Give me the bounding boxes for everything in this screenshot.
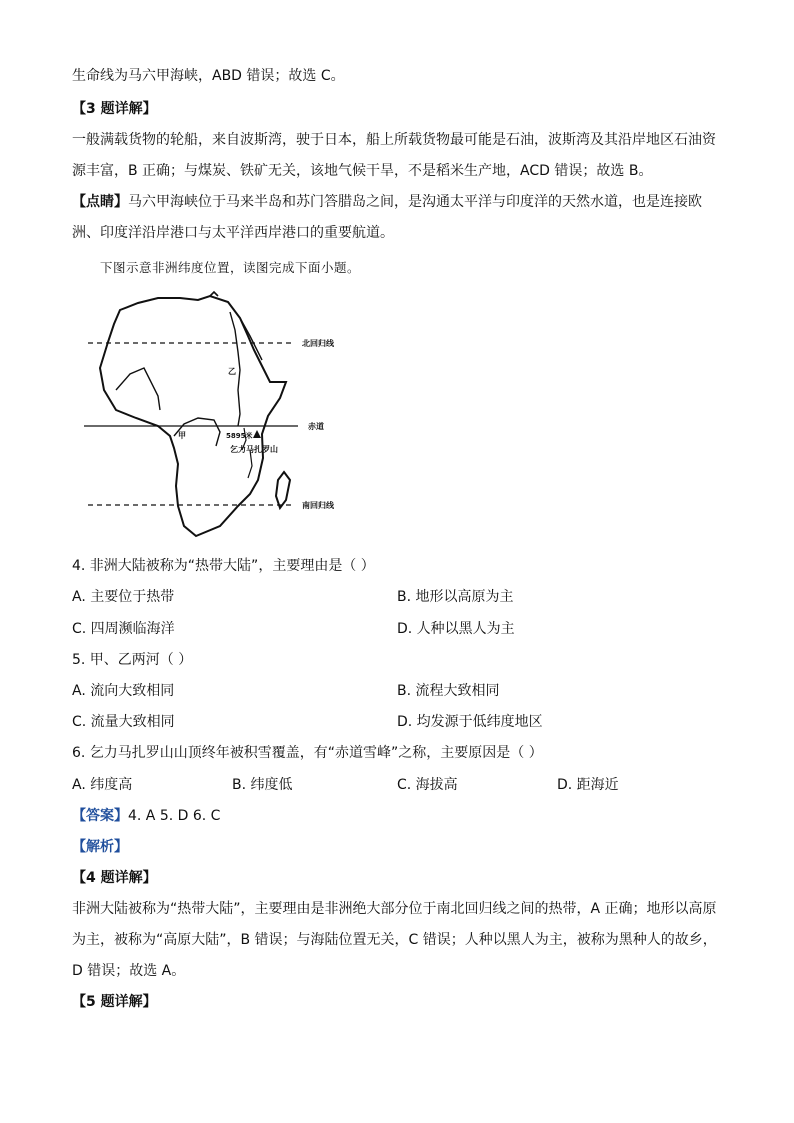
- north-tropic-label: 北回归线: [302, 339, 334, 348]
- answer-tag: 【答案】: [72, 808, 128, 824]
- equator-label: 赤道: [308, 422, 324, 431]
- question-6-stem: 6. 乞力马扎罗山山顶终年被积雪覆盖，有“赤道雪峰”之称，主要原因是（ ）: [72, 745, 543, 761]
- q6-option-b[interactable]: B. 纬度低: [232, 777, 293, 793]
- q5-option-b[interactable]: B. 流程大致相同: [397, 683, 500, 699]
- mountain-label: 乞力马扎罗山: [230, 445, 278, 454]
- section-header-q3: 【3 题详解】: [72, 101, 157, 117]
- river-yi-label: 乙: [228, 367, 236, 376]
- question-5-stem: 5. 甲、乙两河（ ）: [72, 652, 193, 668]
- text-line: 源丰富，B 正确；与煤炭、铁矿无关，该地气候干旱，不是稻米生产地，ACD 错误；故选 B。: [72, 163, 653, 179]
- analysis-tag: 【解析】: [72, 839, 128, 855]
- elevation-label: 5895米: [226, 432, 253, 440]
- q6-option-d[interactable]: D. 距海近: [557, 777, 619, 793]
- mountain-marker: [253, 430, 261, 438]
- section-header-q5: 【5 题详解】: [72, 994, 157, 1010]
- q4-option-d[interactable]: D. 人种以黑人为主: [397, 621, 515, 637]
- question-4-stem: 4. 非洲大陆被称为“热带大陆”，主要理由是（ ）: [72, 558, 375, 574]
- river-jia-label: 甲: [178, 431, 186, 440]
- tip-text: 马六甲海峡位于马来半岛和苏门答腊岛之间，是沟通太平洋与印度洋的天然水道，也是连接欧: [128, 194, 702, 210]
- section-header-q4: 【4 题详解】: [72, 870, 157, 886]
- text-line: 一般满载货物的轮船，来自波斯湾，驶于日本，船上所载货物最可能是石油，波斯湾及其沿岸地区石油资: [72, 132, 716, 148]
- africa-map: [80, 290, 360, 545]
- q6-option-c[interactable]: C. 海拔高: [397, 777, 458, 793]
- q5-option-d[interactable]: D. 均发源于低纬度地区: [397, 714, 543, 730]
- madagascar-outline: [276, 472, 290, 508]
- text-line: 非洲大陆被称为“热带大陆”，主要理由是非洲绝大部分位于南北回归线之间的热带，A 正确；地形以高原: [72, 901, 717, 917]
- q6-option-a[interactable]: A. 纬度高: [72, 777, 133, 793]
- africa-outline: [100, 296, 286, 536]
- answer-line: [72, 807, 220, 825]
- q4-option-b[interactable]: B. 地形以高原为主: [397, 589, 514, 605]
- south-tropic-label: 南回归线: [302, 501, 334, 510]
- text-line: 洲、印度洋沿岸港口与太平洋西岸港口的重要航道。: [72, 225, 394, 241]
- q4-option-a[interactable]: A. 主要位于热带: [72, 589, 175, 605]
- tip-tag: 【点睛】: [72, 194, 128, 210]
- text-line: 为主，被称为“高原大陆”，B 错误；与海陆位置无关，C 错误；人种以黑人为主，被称为黑种人的故乡，: [72, 932, 717, 948]
- figure-intro: 下图示意非洲纬度位置，读图完成下面小题。: [100, 260, 361, 275]
- q5-option-c[interactable]: C. 流量大致相同: [72, 714, 175, 730]
- answer-text: 4. A 5. D 6. C: [128, 808, 221, 824]
- text-line: 生命线为马六甲海峡，ABD 错误；故选 C。: [72, 68, 345, 84]
- text-line: D 错误；故选 A。: [72, 963, 186, 979]
- tip-line: [72, 193, 702, 211]
- q4-option-c[interactable]: C. 四周濒临海洋: [72, 621, 175, 637]
- q5-option-a[interactable]: A. 流向大致相同: [72, 683, 175, 699]
